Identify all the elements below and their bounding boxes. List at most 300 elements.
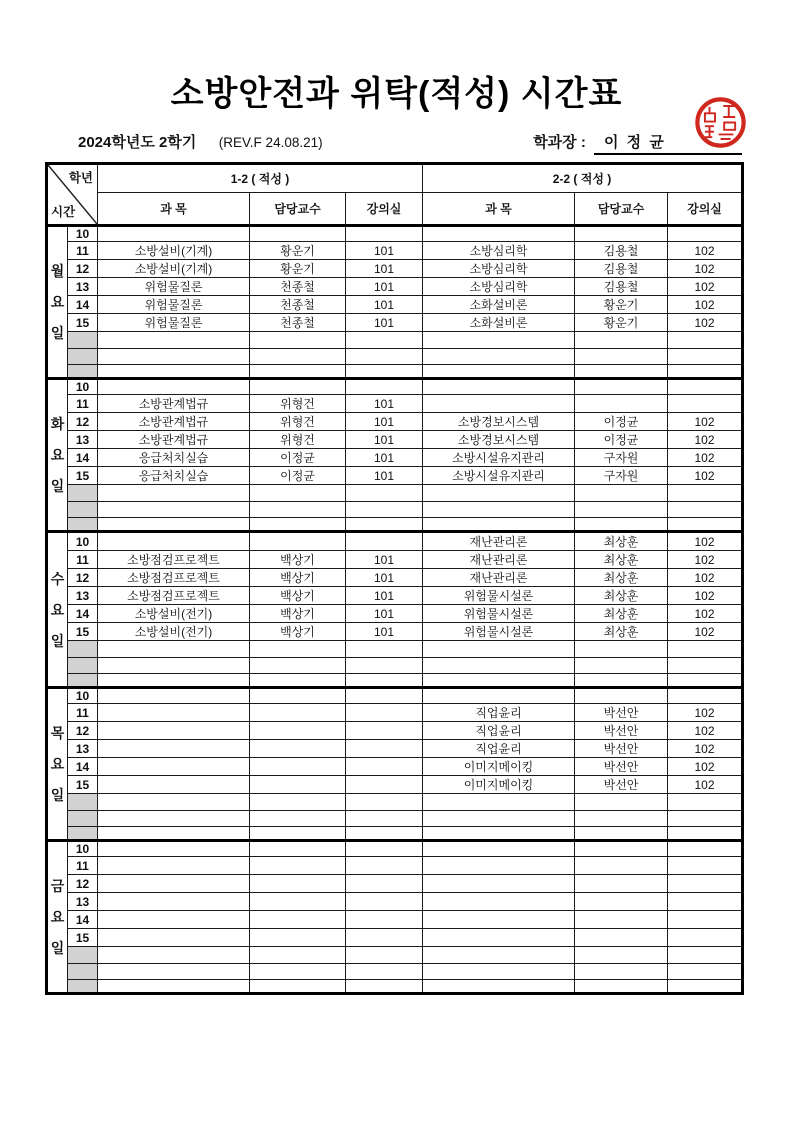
timetable-row (47, 242, 743, 260)
professor-cell: 천종철 (250, 314, 346, 332)
course-cell: 위험물시설론 (423, 605, 575, 623)
professor-cell (250, 674, 346, 688)
professor-cell: 이정균 (250, 467, 346, 485)
room-cell (346, 532, 423, 551)
professor-cell (250, 827, 346, 841)
professor-cell (250, 811, 346, 827)
professor-cell: 황운기 (250, 260, 346, 278)
room-cell: 101 (346, 242, 423, 260)
hour-cell: 13 (68, 278, 98, 296)
course-cell: 소방관계법규 (98, 395, 250, 413)
course-cell (423, 688, 575, 704)
professor-cell (575, 857, 668, 875)
hour-cell (68, 794, 98, 811)
professor-cell (575, 947, 668, 964)
timetable-row (47, 623, 743, 641)
course-cell (98, 658, 250, 674)
professor-cell (250, 794, 346, 811)
room-cell: 102 (668, 587, 743, 605)
timetable-row (47, 226, 743, 242)
professor-cell: 황운기 (575, 296, 668, 314)
professor-cell: 박선안 (575, 776, 668, 794)
room-cell: 101 (346, 431, 423, 449)
course-cell: 소화설비론 (423, 296, 575, 314)
course-cell (98, 502, 250, 518)
professor-cell: 김용철 (575, 278, 668, 296)
hour-cell (68, 980, 98, 994)
dept-head-name: 이 정 균 (594, 131, 742, 155)
professor-cell (250, 722, 346, 740)
day-label-char: 일 (50, 478, 65, 494)
room-cell (346, 857, 423, 875)
timetable-row (47, 929, 743, 947)
professor-cell (575, 674, 668, 688)
professor-cell (575, 395, 668, 413)
timetable-row (47, 658, 743, 674)
professor-cell (575, 964, 668, 980)
course-cell (98, 518, 250, 532)
hour-cell: 13 (68, 893, 98, 911)
subtitle-left (78, 131, 323, 152)
course-cell (423, 811, 575, 827)
room-cell (668, 395, 743, 413)
column-header-room-1: 강의실 (346, 193, 423, 226)
room-cell (668, 827, 743, 841)
room-cell (346, 929, 423, 947)
course-cell (423, 911, 575, 929)
professor-cell: 백상기 (250, 569, 346, 587)
timetable-row (47, 688, 743, 704)
course-cell: 소방설비(기계) (98, 260, 250, 278)
day-label-char: 화 (50, 416, 65, 432)
professor-cell (250, 841, 346, 857)
course-cell: 위험물질론 (98, 296, 250, 314)
room-cell (346, 379, 423, 395)
room-cell (668, 658, 743, 674)
room-cell: 101 (346, 551, 423, 569)
room-cell: 102 (668, 704, 743, 722)
room-cell (668, 674, 743, 688)
room-cell (668, 379, 743, 395)
timetable-row (47, 641, 743, 658)
day-block (47, 841, 743, 994)
day-label-char: 요 (50, 756, 65, 772)
course-cell: 소방심리학 (423, 260, 575, 278)
day-label-char: 일 (50, 787, 65, 803)
timetable-row (47, 551, 743, 569)
room-cell: 102 (668, 242, 743, 260)
room-cell (346, 827, 423, 841)
time-axis-label: 시간 (51, 205, 76, 219)
professor-cell (575, 841, 668, 857)
room-cell (346, 658, 423, 674)
hour-cell: 14 (68, 758, 98, 776)
course-cell (98, 947, 250, 964)
timetable-row (47, 587, 743, 605)
room-cell: 101 (346, 605, 423, 623)
professor-cell (250, 929, 346, 947)
professor-cell: 백상기 (250, 587, 346, 605)
hour-cell (68, 518, 98, 532)
course-cell: 직업윤리 (423, 740, 575, 758)
professor-cell: 박선안 (575, 704, 668, 722)
day-label-char: 일 (50, 325, 65, 341)
professor-cell: 박선안 (575, 758, 668, 776)
hour-cell: 14 (68, 911, 98, 929)
hour-cell (68, 332, 98, 349)
course-cell: 응급처치실습 (98, 467, 250, 485)
room-cell: 102 (668, 449, 743, 467)
day-label-char: 금 (50, 878, 65, 894)
professor-cell (250, 365, 346, 379)
course-cell (423, 674, 575, 688)
course-cell: 소방경보시스템 (423, 413, 575, 431)
day-block (47, 688, 743, 841)
course-cell (98, 857, 250, 875)
professor-cell: 최상훈 (575, 532, 668, 551)
professor-cell: 천종철 (250, 278, 346, 296)
room-cell: 102 (668, 776, 743, 794)
professor-cell: 최상훈 (575, 605, 668, 623)
timetable-row (47, 278, 743, 296)
day-label-char: 요 (50, 601, 65, 618)
course-cell (423, 794, 575, 811)
day-label-char: 수 (50, 570, 65, 587)
professor-cell (575, 794, 668, 811)
timetable-row (47, 722, 743, 740)
course-cell (98, 980, 250, 994)
professor-cell (575, 827, 668, 841)
course-cell (98, 722, 250, 740)
hour-cell: 11 (68, 242, 98, 260)
course-cell (98, 226, 250, 242)
professor-cell (250, 947, 346, 964)
professor-cell (575, 811, 668, 827)
day-label-char: 요 (50, 447, 65, 463)
day-label-char: 일 (50, 940, 65, 956)
professor-cell: 위형건 (250, 395, 346, 413)
hour-cell: 10 (68, 226, 98, 242)
room-cell: 102 (668, 758, 743, 776)
room-cell (668, 929, 743, 947)
timetable-row (47, 893, 743, 911)
hour-cell: 14 (68, 605, 98, 623)
professor-cell: 박선안 (575, 722, 668, 740)
room-cell (346, 704, 423, 722)
hour-cell: 15 (68, 467, 98, 485)
day-label-char: 요 (50, 294, 65, 310)
room-cell (346, 964, 423, 980)
professor-cell (250, 532, 346, 551)
course-cell (98, 964, 250, 980)
hour-cell: 15 (68, 929, 98, 947)
timetable-row (47, 980, 743, 994)
timetable-row (47, 296, 743, 314)
room-cell: 102 (668, 605, 743, 623)
course-cell (423, 641, 575, 658)
professor-cell: 황운기 (250, 242, 346, 260)
professor-cell (575, 485, 668, 502)
timetable-row (47, 776, 743, 794)
room-cell (346, 947, 423, 964)
course-cell (423, 980, 575, 994)
timetable-row (47, 569, 743, 587)
course-cell (98, 704, 250, 722)
timetable (45, 162, 744, 995)
professor-cell (575, 929, 668, 947)
room-cell: 102 (668, 431, 743, 449)
hour-cell: 10 (68, 688, 98, 704)
room-cell (346, 758, 423, 776)
course-cell: 소방관계법규 (98, 431, 250, 449)
hour-cell: 12 (68, 875, 98, 893)
room-cell (346, 518, 423, 532)
professor-cell (250, 226, 346, 242)
professor-cell: 최상훈 (575, 551, 668, 569)
professor-cell (250, 776, 346, 794)
professor-cell (250, 518, 346, 532)
professor-cell (250, 740, 346, 758)
room-cell (346, 502, 423, 518)
room-cell (668, 349, 743, 365)
hour-cell: 12 (68, 413, 98, 431)
course-cell (423, 365, 575, 379)
professor-cell (250, 704, 346, 722)
hour-cell (68, 658, 98, 674)
professor-cell (250, 875, 346, 893)
course-cell: 소방설비(기계) (98, 242, 250, 260)
professor-cell: 이정균 (575, 431, 668, 449)
course-cell (423, 964, 575, 980)
course-cell: 소방시설유지관리 (423, 449, 575, 467)
room-cell (346, 875, 423, 893)
professor-cell (575, 688, 668, 704)
professor-cell: 이정균 (250, 449, 346, 467)
professor-cell (250, 857, 346, 875)
room-cell (668, 980, 743, 994)
course-cell (98, 911, 250, 929)
hour-cell (68, 349, 98, 365)
semester-label: 2024학년도 2학기 (78, 134, 197, 151)
room-cell: 102 (668, 569, 743, 587)
room-cell: 101 (346, 449, 423, 467)
timetable-row (47, 431, 743, 449)
course-cell: 소방경보시스템 (423, 431, 575, 449)
professor-cell (575, 911, 668, 929)
course-cell (423, 395, 575, 413)
room-cell (668, 518, 743, 532)
room-cell (668, 688, 743, 704)
professor-cell: 최상훈 (575, 623, 668, 641)
hour-cell (68, 964, 98, 980)
professor-cell (250, 332, 346, 349)
course-cell (423, 841, 575, 857)
course-cell: 소방설비(전기) (98, 623, 250, 641)
hour-cell: 14 (68, 296, 98, 314)
room-cell (346, 365, 423, 379)
professor-cell (575, 502, 668, 518)
room-cell: 101 (346, 467, 423, 485)
timetable-row (47, 827, 743, 841)
room-cell (668, 841, 743, 857)
room-cell: 102 (668, 467, 743, 485)
hour-cell: 11 (68, 857, 98, 875)
professor-cell (575, 875, 668, 893)
room-cell (346, 841, 423, 857)
room-cell (346, 911, 423, 929)
course-cell (98, 485, 250, 502)
professor-cell (250, 379, 346, 395)
room-cell: 101 (346, 314, 423, 332)
course-cell (98, 532, 250, 551)
professor-cell (250, 485, 346, 502)
professor-cell: 황운기 (575, 314, 668, 332)
room-cell: 102 (668, 740, 743, 758)
column-header-professor-1: 담당교수 (250, 193, 346, 226)
timetable-row (47, 314, 743, 332)
course-cell (98, 349, 250, 365)
hour-cell (68, 674, 98, 688)
professor-cell: 구자원 (575, 449, 668, 467)
room-cell (668, 857, 743, 875)
professor-cell: 김용철 (575, 242, 668, 260)
room-cell (346, 794, 423, 811)
timetable-row (47, 332, 743, 349)
course-cell (98, 688, 250, 704)
professor-cell (250, 349, 346, 365)
corner-cell (47, 164, 98, 226)
group-header-1-2: 1-2 ( 적성 ) (98, 164, 423, 193)
course-cell: 소방관계법규 (98, 413, 250, 431)
room-cell (668, 811, 743, 827)
timetable-row (47, 875, 743, 893)
timetable-row (47, 911, 743, 929)
room-cell (668, 332, 743, 349)
timetable-row (47, 502, 743, 518)
column-header-room-2: 강의실 (668, 193, 743, 226)
professor-cell: 최상훈 (575, 587, 668, 605)
hour-cell: 15 (68, 776, 98, 794)
course-cell (423, 518, 575, 532)
room-cell: 102 (668, 260, 743, 278)
course-cell: 재난관리론 (423, 569, 575, 587)
course-cell (98, 365, 250, 379)
hour-cell (68, 502, 98, 518)
room-cell (346, 740, 423, 758)
course-cell: 소방설비(전기) (98, 605, 250, 623)
day-label (47, 379, 68, 532)
course-cell (423, 827, 575, 841)
professor-cell: 위형건 (250, 431, 346, 449)
course-cell: 위험물질론 (98, 278, 250, 296)
professor-cell (250, 641, 346, 658)
timetable-row (47, 365, 743, 379)
course-cell: 위험물시설론 (423, 587, 575, 605)
course-cell (423, 226, 575, 242)
course-cell (423, 379, 575, 395)
hour-cell: 12 (68, 569, 98, 587)
course-cell: 응급처치실습 (98, 449, 250, 467)
day-label-char: 일 (50, 632, 65, 649)
course-cell (98, 827, 250, 841)
timetable-row (47, 485, 743, 502)
professor-cell (250, 688, 346, 704)
room-cell (668, 485, 743, 502)
hour-cell (68, 811, 98, 827)
day-label-char: 요 (50, 909, 65, 925)
professor-cell (250, 658, 346, 674)
hour-cell (68, 947, 98, 964)
room-cell (346, 332, 423, 349)
professor-cell (575, 349, 668, 365)
timetable-row (47, 758, 743, 776)
timetable-row (47, 704, 743, 722)
hour-cell (68, 485, 98, 502)
group-header-2-2: 2-2 ( 적성 ) (423, 164, 743, 193)
room-cell: 101 (346, 413, 423, 431)
hour-cell: 13 (68, 431, 98, 449)
course-cell: 이미지메이킹 (423, 758, 575, 776)
day-label (47, 532, 68, 688)
timetable-row (47, 811, 743, 827)
hour-cell: 11 (68, 551, 98, 569)
room-cell (668, 875, 743, 893)
course-cell: 소방점검프로젝트 (98, 569, 250, 587)
room-cell (668, 947, 743, 964)
room-cell (346, 349, 423, 365)
room-cell (346, 811, 423, 827)
professor-cell (250, 893, 346, 911)
day-label (47, 841, 68, 994)
hour-cell (68, 827, 98, 841)
hour-cell: 10 (68, 379, 98, 395)
column-header-professor-2: 담당교수 (575, 193, 668, 226)
course-cell: 소화설비론 (423, 314, 575, 332)
professor-cell (575, 641, 668, 658)
room-cell (346, 226, 423, 242)
timetable-row (47, 467, 743, 485)
professor-cell: 백상기 (250, 623, 346, 641)
timetable-row (47, 260, 743, 278)
room-cell (346, 674, 423, 688)
day-label (47, 688, 68, 841)
course-cell (98, 332, 250, 349)
room-cell: 101 (346, 569, 423, 587)
day-block (47, 226, 743, 379)
column-header-course-2: 과 목 (423, 193, 575, 226)
room-cell (668, 964, 743, 980)
day-block (47, 532, 743, 688)
timetable-header (47, 164, 743, 226)
timetable-row (47, 794, 743, 811)
course-cell (98, 641, 250, 658)
professor-cell (575, 226, 668, 242)
course-cell: 소방심리학 (423, 242, 575, 260)
course-cell (423, 947, 575, 964)
course-cell (98, 776, 250, 794)
course-cell: 이미지메이킹 (423, 776, 575, 794)
professor-cell: 이정균 (575, 413, 668, 431)
room-cell: 101 (346, 260, 423, 278)
professor-cell (250, 911, 346, 929)
course-cell: 소방점검프로젝트 (98, 551, 250, 569)
room-cell (346, 893, 423, 911)
course-cell: 직업윤리 (423, 722, 575, 740)
timetable-row (47, 532, 743, 551)
timetable-row (47, 674, 743, 688)
professor-cell: 백상기 (250, 551, 346, 569)
course-cell (423, 857, 575, 875)
